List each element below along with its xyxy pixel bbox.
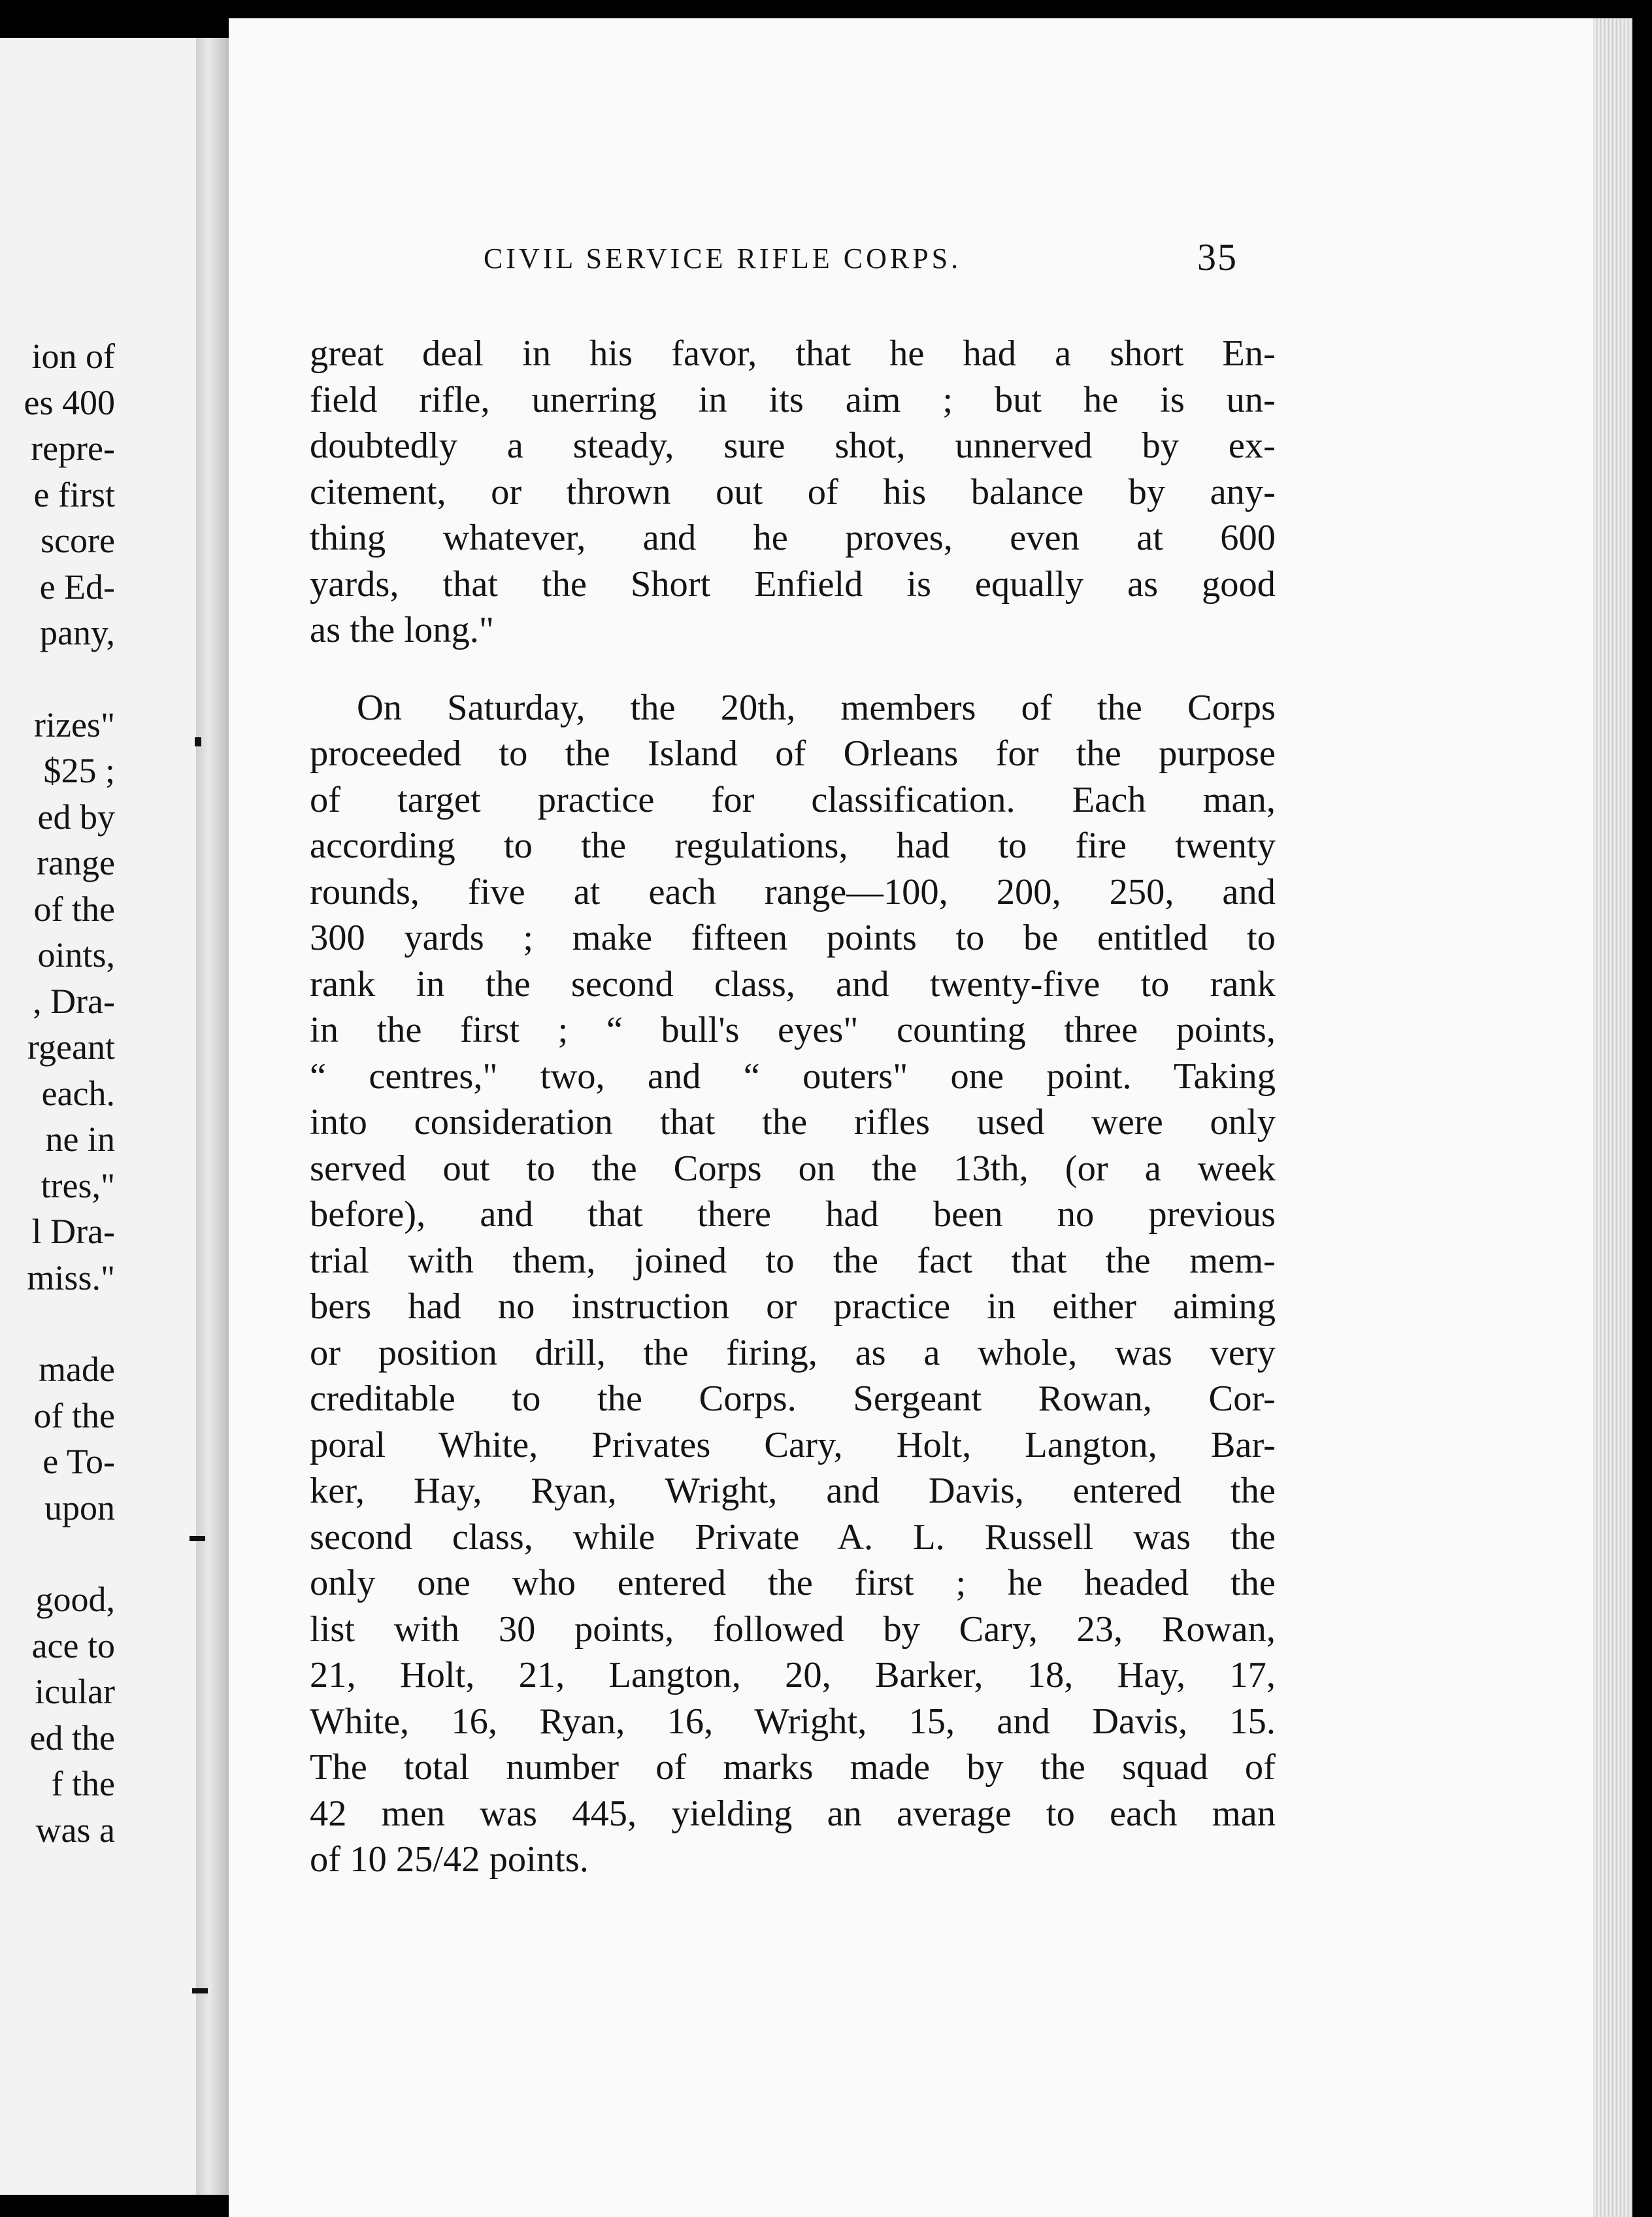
page-edges (1593, 18, 1632, 2217)
left-page-text (0, 333, 115, 1853)
left-line: rizes" (34, 705, 115, 744)
text-line: “ centres," two, and “ outers" one point. Taking (310, 1056, 1276, 1097)
left-line: upon (44, 1488, 115, 1527)
scan-border-top (0, 0, 1652, 20)
left-line: , Dra- (33, 981, 115, 1021)
left-line: $25 ; (43, 751, 115, 790)
text-line: yards, that the Short Enfield is equally as good (310, 563, 1276, 605)
running-header: CIVIL SERVICE RIFLE CORPS. (484, 242, 962, 275)
text-line: second class, while Private A. L. Russell was the (310, 1516, 1276, 1558)
text-line: of 10 25/42 points. (310, 1839, 589, 1880)
text-line: citement, or thrown out of his balance by any- (310, 471, 1276, 512)
book-gutter (196, 38, 229, 2195)
left-line: e Ed- (39, 567, 115, 607)
text-line: 42 men was 445, yielding an average to each man (310, 1793, 1276, 1834)
text-line: rounds, five at each range—100, 200, 250, and (310, 871, 1276, 912)
left-line: repre- (31, 429, 115, 468)
text-line: before), and that there had been no previous (310, 1194, 1276, 1235)
left-line: es 400 (24, 382, 115, 422)
left-line: tres," (41, 1165, 115, 1205)
left-line: oints, (37, 935, 115, 975)
text-line: in the first ; “ bull's eyes" counting three points, (310, 1010, 1276, 1050)
left-line: each. (41, 1073, 115, 1113)
left-line: made (39, 1350, 115, 1389)
left-line: of the (33, 1395, 115, 1435)
text-line: thing whatever, and he proves, even at 600 (310, 518, 1276, 558)
left-line: icular (35, 1672, 115, 1711)
text-line: creditable to the Corps. Sergeant Rowan, Cor- (310, 1378, 1276, 1419)
ink-speck (195, 737, 201, 746)
ink-speck (192, 1988, 208, 1993)
left-line: ed by (37, 797, 115, 837)
text-line: 300 yards ; make fifteen points to be entitled to (310, 918, 1276, 958)
body-text (310, 331, 1276, 1883)
text-line: On Saturday, the 20th, members of the Corps (357, 687, 1276, 728)
page-number: 35 (1197, 236, 1238, 278)
text-line: as the long." (310, 610, 494, 650)
text-line: 21, Holt, 21, Langton, 20, Barker, 18, Hay, 17, (310, 1655, 1276, 1695)
text-line: The total number of marks made by the squad of (310, 1747, 1276, 1788)
text-line: White, 16, Ryan, 16, Wright, 15, and Davis, 15. (310, 1701, 1276, 1742)
text-line: rank in the second class, and twenty-five to rank (310, 963, 1276, 1005)
left-line: ace to (31, 1625, 115, 1665)
text-line: of target practice for classification. Each man, (310, 779, 1276, 820)
left-line: e first (33, 475, 115, 514)
left-line: ed the (29, 1718, 115, 1758)
text-line: doubtedly a steady, sure shot, unnerved by ex- (310, 425, 1276, 466)
left-line: range (37, 843, 115, 882)
left-line: l Dra- (31, 1212, 115, 1251)
left-line: ne in (45, 1120, 115, 1159)
text-line: according to the regulations, had to fire twenty (310, 825, 1276, 866)
left-line: rgeant (27, 1027, 115, 1067)
left-line: of the (33, 889, 115, 929)
left-line: f the (51, 1764, 115, 1803)
text-line: bers had no instruction or practice in either aiming (310, 1286, 1276, 1327)
text-line: poral White, Privates Cary, Holt, Langton, Bar- (310, 1424, 1276, 1465)
left-line: pany, (40, 613, 115, 652)
text-line: great deal in his favor, that he had a short En- (310, 333, 1276, 374)
text-line: served out to the Corps on the 13th, (or a week (310, 1148, 1276, 1189)
text-line: trial with them, joined to the fact that the mem- (310, 1240, 1276, 1281)
left-line: was a (35, 1810, 115, 1850)
text-line: only one who entered the first ; he headed the (310, 1563, 1276, 1603)
text-line: field rifle, unerring in its aim ; but he is un- (310, 379, 1276, 420)
left-line: score (41, 521, 115, 560)
left-line: e To- (42, 1442, 115, 1481)
text-line: ker, Hay, Ryan, Wright, and Davis, entered the (310, 1471, 1276, 1511)
text-line: or position drill, the firing, as a whole, was very (310, 1332, 1276, 1373)
text-line: list with 30 points, followed by Cary, 23, Rowan, (310, 1609, 1276, 1650)
left-line: good, (35, 1580, 115, 1619)
left-line: miss." (27, 1258, 115, 1297)
scan-border-right (1632, 18, 1652, 2217)
text-line: into consideration that the rifles used were only (310, 1102, 1276, 1142)
text-line: proceeded to the Island of Orleans for the purpose (310, 733, 1276, 774)
left-line: ion of (31, 337, 115, 376)
ink-speck (190, 1536, 205, 1541)
